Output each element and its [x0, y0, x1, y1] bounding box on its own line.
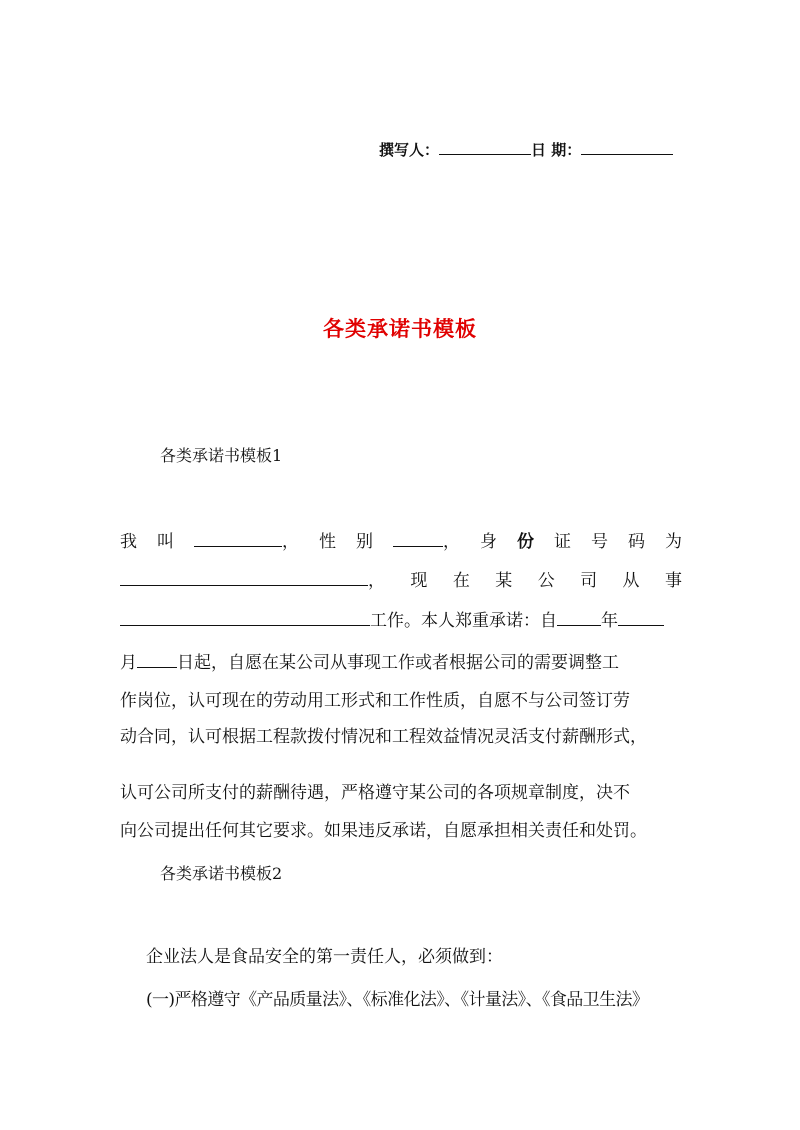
template1-line-7: 认可公司所支付的薪酬待遇，严格遵守某公司的各项规章制度，决不: [120, 783, 630, 803]
month-blank: [618, 607, 664, 626]
author-date-line: [379, 139, 673, 160]
author-label: 撰写人：: [379, 141, 440, 159]
date-blank: [581, 140, 673, 155]
template1-heading: 各类承诺书模板1: [160, 446, 283, 465]
id-number-blank: [120, 567, 368, 586]
gender-blank: [393, 528, 443, 547]
document-title: 各类承诺书模板: [323, 316, 477, 341]
job-blank: [120, 607, 370, 626]
template1-line-3: 工作。本人郑重承诺：自 年: [120, 606, 682, 631]
template2-item-1: (一)严格遵守《产品质量法》、《标准化法》、《计量法》、《食品卫生法》: [146, 990, 649, 1010]
year-blank: [557, 607, 601, 626]
template2-heading: 各类承诺书模板2: [160, 864, 283, 883]
template1-line-6: 动合同，认可根据工程款拨付情况和工程效益情况灵活支付薪酬形式，: [120, 727, 647, 747]
template2-intro: 企业法人是食品安全的第一责任人，必须做到：: [146, 947, 503, 967]
author-blank: [439, 140, 531, 155]
date-label: 日 期：: [531, 141, 582, 159]
template1-line-1: 我 叫 ， 性 别 ， 身 份 证 号 码 为: [120, 527, 682, 552]
template1-line-8: 向公司提出任何其它要求。如果违反承诺，自愿承担相关责任和处罚。: [120, 821, 647, 841]
template1-line-4: 月 日起，自愿在某公司从事现工作或者根据公司的需要调整工: [120, 648, 682, 673]
template1-line-5: 作岗位，认可现在的劳动用工形式和工作性质，自愿不与公司签订劳: [120, 691, 630, 711]
template1-line-2: ， 现 在 某 公 司 从 事: [120, 566, 682, 591]
day-blank: [137, 649, 177, 668]
name-blank: [194, 528, 282, 547]
